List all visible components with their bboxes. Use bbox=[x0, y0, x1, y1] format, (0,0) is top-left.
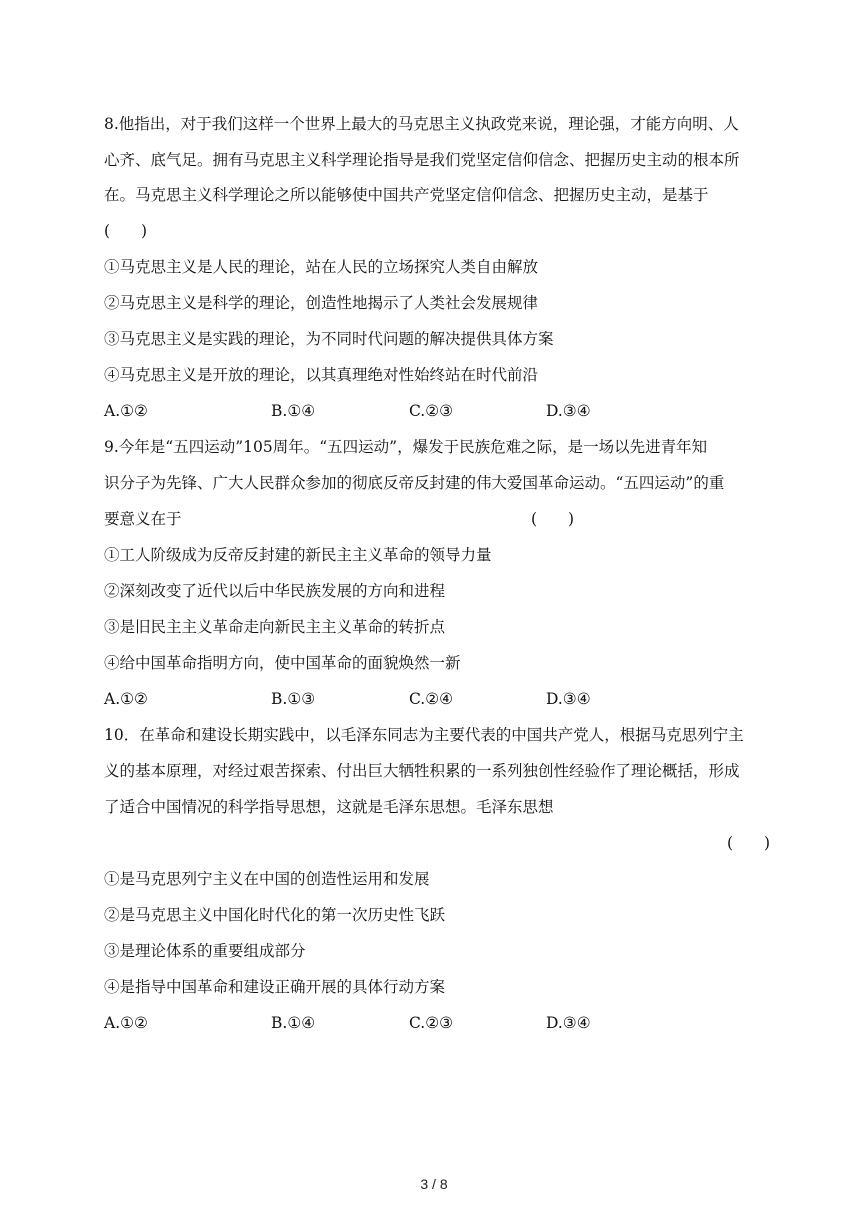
statement-item: ①是马克思列宁主义在中国的创造性运用和发展 bbox=[104, 870, 430, 888]
answer-parenthesis: ( ) bbox=[104, 222, 148, 240]
answer-parenthesis: ( ) bbox=[727, 834, 771, 852]
option-c: C.②④ bbox=[409, 690, 454, 708]
statement-item: ①工人阶级成为反帝反封建的新民主主义革命的领导力量 bbox=[104, 546, 492, 564]
option-d: D.③④ bbox=[546, 402, 591, 420]
answer-parenthesis: ( ) bbox=[531, 510, 575, 528]
option-d: D.③④ bbox=[546, 690, 591, 708]
option-a: A.①② bbox=[104, 1014, 148, 1032]
question-stem-line: 义的基本原理，对经过艰苦探索、付出巨大牺牲积累的一系列独创性经验作了理论概括，形成 bbox=[104, 762, 740, 780]
page-number: 3 / 8 bbox=[420, 1176, 448, 1192]
statement-item: ③是理论体系的重要组成部分 bbox=[104, 942, 306, 960]
question-stem-line: 要意义在于 bbox=[104, 510, 182, 528]
statement-item: ④给中国革命指明方向，使中国革命的面貌焕然一新 bbox=[104, 654, 461, 672]
option-a: A.①② bbox=[104, 402, 148, 420]
statement-item: ②马克思主义是科学的理论，创造性地揭示了人类社会发展规律 bbox=[104, 294, 539, 312]
statement-item: ④是指导中国革命和建设正确开展的具体行动方案 bbox=[104, 978, 446, 996]
option-b: B.①③ bbox=[271, 690, 316, 708]
question-stem-line: 8.他指出，对于我们这样一个世界上最大的马克思主义执政党来说，理论强，才能方向明、人 bbox=[104, 115, 739, 133]
question-stem-line: 了适合中国情况的科学指导思想，这就是毛泽东思想。毛泽东思想 bbox=[104, 798, 554, 816]
statement-item: ③是旧民主主义革命走向新民主主义革命的转折点 bbox=[104, 618, 446, 636]
option-b: B.①④ bbox=[271, 402, 316, 420]
question-stem-line: 9.今年是“五四运动”105周年。“五四运动”，爆发于民族危难之际，是一场以先进青年知 bbox=[104, 438, 708, 456]
statement-item: ④马克思主义是开放的理论，以其真理绝对性始终站在时代前沿 bbox=[104, 366, 539, 384]
question-stem-line: 心齐、底气足。拥有马克思主义科学理论指导是我们党坚定信仰信念、把握历史主动的根本所 bbox=[104, 151, 740, 169]
option-c: C.②③ bbox=[409, 1014, 454, 1032]
option-b: B.①④ bbox=[271, 1014, 316, 1032]
statement-item: ③马克思主义是实践的理论，为不同时代问题的解决提供具体方案 bbox=[104, 330, 554, 348]
option-c: C.②③ bbox=[409, 402, 454, 420]
question-stem-line: 10．在革命和建设长期实践中，以毛泽东同志为主要代表的中国共产党人，根据马克思列宁主 bbox=[104, 726, 744, 744]
question-stem-line: 识分子为先锋、广大人民群众参加的彻底反帝反封建的伟大爱国革命运动。“五四运动”的重 bbox=[104, 474, 725, 492]
option-a: A.①② bbox=[104, 690, 148, 708]
statement-item: ①马克思主义是人民的理论，站在人民的立场探究人类自由解放 bbox=[104, 258, 539, 276]
question-stem-line: 在。马克思主义科学理论之所以能够使中国共产党坚定信仰信念、把握历史主动，是基于 bbox=[104, 186, 709, 204]
statement-item: ②深刻改变了近代以后中华民族发展的方向和进程 bbox=[104, 582, 446, 600]
option-d: D.③④ bbox=[546, 1014, 591, 1032]
statement-item: ②是马克思主义中国化时代化的第一次历史性飞跃 bbox=[104, 906, 446, 924]
